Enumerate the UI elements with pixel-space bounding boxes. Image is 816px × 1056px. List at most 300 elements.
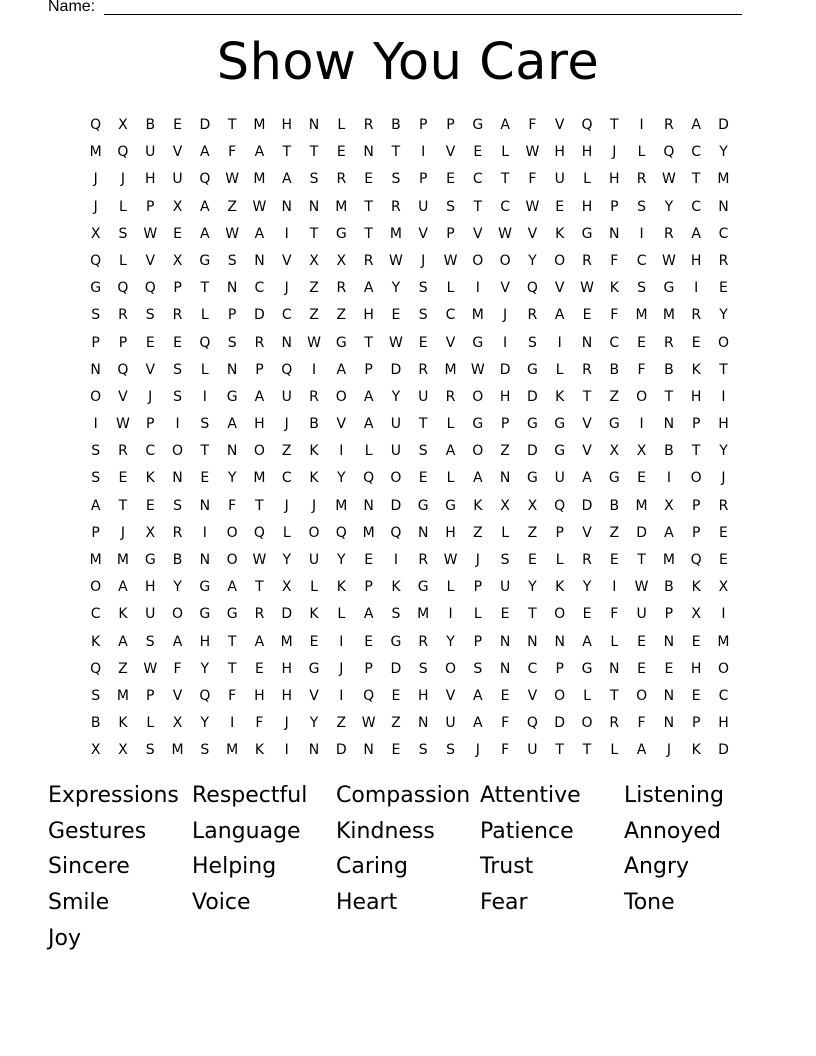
- grid-letter: L: [446, 470, 455, 487]
- grid-letter: G: [226, 606, 238, 623]
- grid-letter: T: [309, 225, 319, 242]
- grid-letter: M: [662, 552, 675, 568]
- grid-letter: M: [116, 687, 129, 704]
- grid-letter: M: [89, 144, 102, 161]
- grid-letter: A: [200, 225, 210, 242]
- grid-letter: W: [388, 334, 403, 351]
- grid-letter: O: [172, 606, 184, 623]
- grid-letter: V: [582, 416, 592, 433]
- word-bank-item: Sincere: [48, 854, 130, 880]
- grid-letter: E: [391, 307, 401, 324]
- grid-letter: O: [226, 524, 238, 541]
- word-bank-item: Voice: [192, 890, 251, 916]
- grid-letter: M: [417, 606, 430, 623]
- grid-letter: T: [664, 388, 674, 405]
- grid-letter: G: [90, 280, 102, 297]
- grid-letter: U: [527, 742, 538, 759]
- word-bank-item: Heart: [336, 890, 398, 916]
- grid-letter: A: [445, 443, 456, 460]
- grid-letter: L: [637, 144, 646, 161]
- grid-letter: L: [337, 117, 346, 133]
- grid-letter: R: [664, 225, 674, 242]
- grid-letter: I: [202, 388, 207, 405]
- grid-letter: C: [718, 687, 729, 704]
- grid-letter: V: [445, 144, 456, 161]
- grid-letter: V: [527, 687, 538, 704]
- grid-letter: F: [228, 687, 237, 704]
- grid-letter: H: [690, 252, 702, 269]
- grid-letter: Q: [253, 524, 265, 541]
- grid-letter: F: [173, 660, 182, 677]
- grid-letter: A: [281, 171, 292, 188]
- grid-letter: U: [172, 171, 183, 188]
- grid-letter: O: [636, 388, 648, 405]
- grid-letter: V: [582, 443, 592, 460]
- grid-letter: X: [309, 252, 319, 269]
- grid-letter: M: [635, 497, 648, 514]
- grid-letter: S: [500, 552, 510, 568]
- grid-letter: B: [172, 552, 183, 568]
- grid-letter: N: [172, 470, 183, 487]
- grid-letter: W: [252, 552, 267, 568]
- grid-letter: O: [90, 579, 102, 596]
- grid-letter: N: [226, 280, 238, 297]
- grid-letter: R: [336, 280, 347, 297]
- grid-letter: L: [119, 252, 127, 269]
- grid-letter: Y: [227, 470, 237, 487]
- grid-letter: R: [527, 307, 538, 324]
- grid-letter: W: [525, 144, 540, 161]
- grid-letter: M: [253, 470, 266, 487]
- grid-letter: Z: [227, 198, 237, 215]
- grid-letter: A: [172, 633, 183, 650]
- grid-letter: T: [691, 171, 701, 188]
- grid-letter: W: [470, 361, 485, 378]
- grid-letter: B: [664, 579, 674, 596]
- grid-letter: P: [364, 660, 373, 677]
- grid-letter: E: [691, 334, 701, 351]
- grid-letter: I: [721, 606, 726, 623]
- grid-letter: K: [555, 579, 565, 596]
- grid-letter: V: [145, 361, 156, 378]
- grid-letter: R: [718, 252, 729, 269]
- word-bank-item: Smile: [48, 890, 110, 916]
- grid-letter: V: [172, 144, 183, 161]
- grid-letter: G: [226, 388, 238, 405]
- grid-letter: V: [172, 687, 183, 704]
- name-field-underline[interactable]: [104, 14, 742, 15]
- grid-letter: S: [145, 633, 155, 650]
- grid-letter: X: [90, 225, 101, 242]
- grid-letter: L: [282, 524, 291, 541]
- grid-letter: Y: [282, 552, 291, 568]
- grid-letter: Q: [199, 687, 211, 704]
- grid-letter: H: [144, 579, 156, 596]
- word-bank-item: Angry: [624, 854, 690, 880]
- grid-letter: S: [418, 742, 428, 759]
- grid-letter: A: [363, 388, 374, 405]
- grid-letter: L: [337, 606, 346, 623]
- grid-letter: Q: [117, 280, 129, 297]
- grid-letter: I: [284, 225, 289, 242]
- grid-letter: Z: [336, 307, 347, 324]
- grid-letter: A: [227, 416, 237, 433]
- grid-letter: D: [254, 307, 265, 324]
- grid-letter: Y: [719, 307, 728, 324]
- grid-letter: G: [335, 334, 347, 351]
- grid-letter: E: [637, 470, 647, 487]
- grid-letter: M: [116, 552, 129, 568]
- grid-letter: A: [691, 117, 701, 133]
- grid-letter: O: [554, 687, 566, 704]
- grid-letter: V: [118, 388, 128, 405]
- grid-letter: X: [664, 497, 674, 514]
- grid-letter: J: [475, 552, 480, 568]
- grid-letter: C: [145, 443, 156, 460]
- grid-letter: E: [637, 334, 647, 351]
- grid-letter: O: [499, 252, 511, 269]
- grid-letter: O: [554, 252, 566, 269]
- grid-letter: N: [363, 742, 374, 759]
- grid-letter: R: [336, 171, 347, 188]
- grid-letter: O: [308, 524, 320, 541]
- grid-letter: N: [281, 334, 292, 351]
- grid-letter: G: [308, 660, 320, 677]
- grid-letter: V: [554, 117, 565, 133]
- grid-letter: Q: [144, 280, 156, 297]
- grid-letter: H: [281, 687, 292, 704]
- grid-letter: W: [580, 280, 594, 297]
- grid-letter: D: [718, 742, 729, 759]
- grid-letter: M: [335, 497, 348, 514]
- word-bank-item: Helping: [192, 854, 277, 880]
- grid-letter: X: [718, 579, 729, 596]
- grid-letter: H: [281, 660, 292, 677]
- grid-letter: I: [202, 524, 207, 541]
- grid-letter: X: [336, 252, 347, 269]
- grid-letter: A: [118, 579, 128, 596]
- grid-letter: H: [417, 687, 429, 704]
- grid-letter: R: [363, 117, 374, 133]
- grid-letter: N: [718, 198, 729, 215]
- grid-letter: M: [226, 742, 239, 759]
- grid-letter: X: [172, 198, 183, 215]
- grid-letter: E: [719, 524, 728, 541]
- grid-letter: B: [664, 443, 674, 460]
- grid-letter: V: [500, 280, 510, 297]
- grid-letter: D: [499, 361, 511, 378]
- grid-letter: Q: [117, 361, 129, 378]
- grid-letter: D: [581, 497, 593, 514]
- grid-letter: R: [363, 252, 374, 269]
- grid-letter: Q: [554, 497, 566, 514]
- grid-letter: J: [93, 171, 98, 188]
- grid-letter: Y: [719, 443, 728, 460]
- grid-letter: D: [718, 117, 729, 133]
- grid-letter: R: [391, 198, 401, 215]
- grid-letter: P: [500, 416, 510, 433]
- grid-letter: W: [252, 198, 267, 215]
- grid-letter: T: [391, 144, 401, 161]
- grid-letter: Q: [117, 144, 129, 161]
- letter-grid: [82, 114, 737, 767]
- grid-letter: E: [309, 633, 319, 650]
- grid-letter: U: [281, 388, 292, 405]
- grid-letter: R: [582, 361, 592, 378]
- grid-letter: U: [418, 388, 429, 405]
- grid-letter: W: [443, 552, 458, 568]
- grid-letter: L: [119, 198, 127, 215]
- grid-letter: E: [173, 225, 182, 242]
- grid-letter: D: [390, 361, 402, 378]
- grid-letter: H: [445, 524, 456, 541]
- grid-letter: A: [473, 687, 483, 704]
- grid-letter: N: [554, 633, 565, 650]
- grid-letter: W: [361, 715, 376, 732]
- grid-letter: R: [254, 334, 265, 351]
- grid-letter: J: [339, 660, 344, 677]
- grid-letter: O: [226, 552, 238, 568]
- grid-letter: V: [554, 280, 565, 297]
- grid-letter: T: [200, 280, 210, 297]
- grid-letter: M: [171, 742, 184, 759]
- grid-letter: T: [227, 633, 237, 650]
- grid-letter: O: [636, 687, 648, 704]
- grid-letter: I: [475, 280, 480, 297]
- grid-letter: P: [91, 334, 100, 351]
- grid-letter: E: [637, 633, 647, 650]
- grid-letter: P: [691, 715, 701, 732]
- grid-letter: R: [118, 307, 128, 324]
- grid-letter: X: [145, 524, 156, 541]
- grid-letter: L: [200, 361, 209, 378]
- grid-letter: I: [448, 606, 453, 623]
- grid-letter: I: [311, 361, 317, 378]
- grid-letter: R: [691, 307, 702, 324]
- grid-letter: E: [391, 687, 401, 704]
- grid-letter: E: [527, 552, 537, 568]
- grid-letter: I: [666, 470, 671, 487]
- grid-letter: E: [118, 470, 128, 487]
- grid-letter: R: [118, 443, 128, 460]
- grid-letter: E: [364, 171, 374, 188]
- grid-letter: N: [581, 334, 593, 351]
- grid-letter: P: [473, 633, 483, 650]
- grid-letter: N: [663, 416, 675, 433]
- grid-letter: L: [446, 579, 455, 596]
- grid-letter: Z: [336, 715, 347, 732]
- grid-letter: T: [200, 443, 210, 460]
- grid-letter: J: [284, 416, 289, 433]
- grid-letter: K: [309, 470, 319, 487]
- word-bank-item: Trust: [480, 854, 534, 880]
- grid-letter: M: [444, 361, 457, 378]
- grid-letter: S: [446, 198, 455, 215]
- grid-letter: H: [718, 715, 729, 732]
- grid-letter: G: [608, 416, 620, 433]
- grid-letter: Y: [200, 660, 210, 677]
- grid-letter: N: [527, 633, 538, 650]
- grid-letter: L: [610, 742, 619, 759]
- grid-letter: S: [145, 742, 155, 759]
- grid-letter: O: [690, 470, 702, 487]
- grid-letter: A: [363, 606, 374, 623]
- grid-letter: X: [636, 443, 647, 460]
- grid-letter: O: [472, 443, 484, 460]
- grid-letter: S: [91, 443, 101, 460]
- grid-letter: K: [691, 579, 701, 596]
- grid-letter: L: [473, 606, 482, 623]
- grid-letter: S: [91, 687, 101, 704]
- grid-letter: T: [255, 497, 264, 514]
- grid-letter: Q: [335, 524, 347, 541]
- grid-letter: R: [582, 552, 592, 568]
- grid-letter: I: [393, 552, 398, 568]
- grid-letter: E: [691, 633, 701, 650]
- grid-letter: G: [472, 334, 484, 351]
- grid-letter: F: [610, 606, 619, 623]
- grid-letter: N: [226, 361, 238, 378]
- grid-letter: M: [253, 117, 266, 133]
- grid-letter: T: [118, 497, 128, 514]
- grid-letter: K: [118, 715, 128, 732]
- grid-letter: U: [445, 715, 456, 732]
- grid-letter: X: [500, 497, 510, 514]
- grid-letter: M: [662, 307, 675, 324]
- grid-letter: N: [663, 715, 675, 732]
- word-bank-item: Attentive: [480, 783, 581, 808]
- grid-letter: X: [172, 252, 183, 269]
- grid-letter: R: [445, 388, 456, 405]
- grid-letter: L: [146, 715, 155, 732]
- grid-letter: C: [609, 334, 620, 351]
- grid-letter: K: [145, 470, 155, 487]
- grid-letter: W: [661, 252, 676, 269]
- word-bank-item: Tone: [624, 890, 675, 916]
- grid-letter: P: [146, 198, 155, 215]
- grid-letter: R: [609, 715, 620, 732]
- grid-letter: P: [91, 524, 100, 541]
- grid-letter: E: [391, 742, 401, 759]
- grid-letter: S: [118, 225, 128, 242]
- grid-letter: Y: [446, 633, 455, 650]
- grid-letter: G: [581, 660, 593, 677]
- grid-letter: Y: [173, 579, 182, 596]
- grid-letter: J: [284, 715, 289, 732]
- grid-letter: H: [554, 144, 565, 161]
- grid-letter: F: [637, 361, 646, 378]
- grid-letter: O: [390, 470, 402, 487]
- grid-letter: R: [636, 171, 647, 188]
- grid-letter: Z: [473, 524, 483, 541]
- grid-letter: G: [390, 633, 402, 650]
- grid-letter: L: [555, 361, 564, 378]
- grid-letter: F: [528, 171, 537, 188]
- grid-letter: I: [93, 416, 98, 433]
- grid-letter: J: [475, 742, 480, 759]
- grid-letter: A: [636, 742, 647, 759]
- grid-letter: N: [609, 660, 620, 677]
- grid-letter: X: [172, 715, 183, 732]
- grid-letter: F: [501, 715, 510, 732]
- grid-letter: F: [637, 715, 646, 732]
- grid-letter: S: [473, 660, 483, 677]
- grid-letter: E: [145, 497, 155, 514]
- grid-letter: J: [93, 198, 98, 215]
- grid-letter: L: [555, 552, 564, 568]
- grid-letter: C: [254, 280, 265, 297]
- grid-letter: C: [636, 252, 647, 269]
- grid-letter: B: [664, 361, 674, 378]
- grid-letter: K: [309, 606, 319, 623]
- grid-letter: G: [199, 606, 211, 623]
- grid-letter: S: [418, 280, 428, 297]
- grid-letter: S: [418, 660, 428, 677]
- grid-letter: U: [554, 470, 565, 487]
- grid-letter: T: [528, 606, 537, 623]
- word-bank-item: Fear: [480, 890, 528, 916]
- grid-letter: B: [391, 117, 401, 133]
- grid-letter: M: [280, 633, 293, 650]
- grid-letter: E: [664, 660, 674, 677]
- grid-letter: Q: [581, 117, 593, 133]
- grid-letter: N: [499, 470, 511, 487]
- grid-letter: Y: [719, 144, 728, 161]
- grid-letter: G: [335, 225, 347, 242]
- grid-letter: B: [90, 715, 101, 732]
- grid-letter: K: [309, 443, 319, 460]
- grid-letter: H: [581, 144, 593, 161]
- grid-letter: L: [583, 687, 591, 704]
- grid-letter: N: [90, 361, 101, 378]
- grid-letter: G: [445, 497, 456, 514]
- grid-letter: P: [418, 171, 428, 188]
- grid-letter: G: [417, 579, 429, 596]
- grid-letter: M: [389, 225, 402, 242]
- grid-letter: I: [503, 334, 508, 351]
- grid-letter: E: [500, 606, 510, 623]
- grid-letter: E: [145, 334, 155, 351]
- grid-letter: P: [418, 117, 428, 133]
- grid-letter: Z: [309, 307, 319, 324]
- grid-letter: C: [281, 470, 292, 487]
- grid-letter: T: [227, 117, 237, 133]
- grid-letter: O: [717, 334, 729, 351]
- grid-letter: E: [200, 470, 210, 487]
- grid-letter: M: [89, 552, 102, 568]
- word-bank-item: Compassion: [336, 783, 471, 808]
- grid-letter: L: [200, 307, 209, 324]
- grid-letter: C: [281, 307, 292, 324]
- grid-letter: P: [610, 198, 619, 215]
- grid-letter: M: [362, 524, 375, 541]
- grid-letter: C: [691, 198, 702, 215]
- name-label: Name:: [48, 0, 96, 15]
- grid-letter: N: [363, 497, 374, 514]
- grid-letter: Q: [690, 552, 702, 568]
- grid-letter: O: [172, 443, 184, 460]
- grid-letter: M: [635, 307, 648, 324]
- grid-letter: B: [309, 416, 319, 433]
- grid-letter: I: [230, 715, 235, 732]
- grid-letter: K: [609, 280, 619, 297]
- grid-letter: Z: [118, 660, 128, 677]
- grid-letter: Y: [200, 715, 210, 732]
- grid-letter: A: [227, 579, 237, 596]
- grid-letter: D: [390, 497, 402, 514]
- grid-letter: T: [637, 552, 646, 568]
- grid-letter: A: [363, 416, 374, 433]
